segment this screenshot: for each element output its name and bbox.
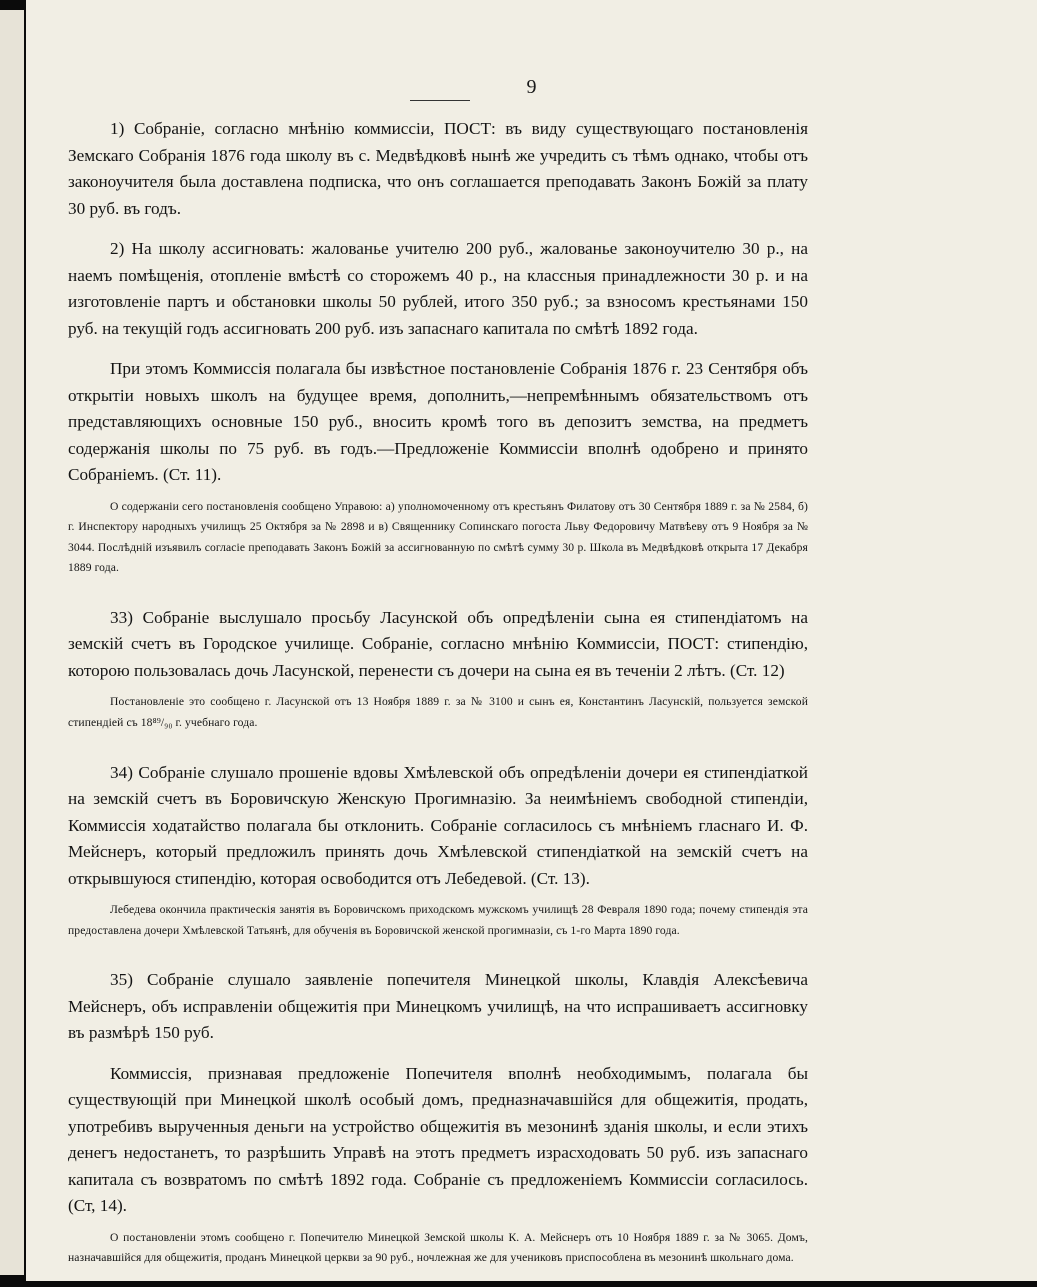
page-text [68,116,808,1287]
paragraph-2: 2) На школу ассигновать: жалованье учителю 200 руб., жалованье законоучителю 30 р., на наемъ помѣщенія, отопленіе вмѣстѣ со сторожемъ 40 р., на классныя принадлежности 30 р. и на изготовленіе партъ и обстановки школы 50 рублей, итого 350 руб.; за взносомъ крестьянами 150 руб. на текущій годъ ассигновать 200 руб. изъ запаснаго капитала по смѣтѣ 1892 года. [68,239,808,338]
paragraph-1: 1) Собраніе, согласно мнѣнію коммиссіи, ПОСТ: въ виду существующаго постановленія Земскаго Собранія 1876 года школу въ с. Медвѣдковѣ нынѣ же учредить съ тѣмъ однако, чтобы отъ законоучителя была доставлена подписка, что онъ соглашается преподавать Законъ Божій за плату 30 руб. въ годъ. [68,119,808,218]
adjacent-page-edge [0,10,24,1275]
page-number-rule [410,100,470,101]
paragraph-34: 34) Собраніе слушало прошеніе вдовы Хмѣлевской объ опредѣленіи дочери ея стипендіаткой на земскій счетъ въ Боровичскую Женскую Прогимназію. За неимѣніемъ свободной стипендіи, Коммиссія ходатайство полагала бы отклонить. Собраніе согласилось съ мнѣніемъ гласнаго И. Ф. Мейснеръ, который предложилъ принять дочь Хмѣлевской стипендіаткой на земскій счетъ на открывшуюся стипендію, которая освободится отъ Лебедевой. (Ст. 13). [68,762,808,888]
page-number: 9 [526,76,537,98]
footnote-1: О содержаніи сего постановленія сообщено Управою: а) уполномоченному отъ крестьянъ Филатову отъ 30 Сентября 1889 г. за № 2584, б) г. Инспектору народныхъ училищъ 25 Октября за № 2898 и в) Священнику Сопинскаго погоста Львy Федоровичу Матвѣеву отъ 9 Ноября за № 3044. Послѣдній изъявилъ согласіе преподавать Законъ Божій за ассигнованную по смѣтѣ сумму 30 р. Школа въ Медвѣдковѣ открыта 17 Декабря 1889 года. [68,499,808,575]
paragraph-commission-note: При этомъ Коммиссія полагала бы извѣстное постановленіе Собранія 1876 г. 23 Сентября объ открытіи новыхъ школъ на будущее время, дополнить,—непремѣннымъ обязательствомъ отъ представляющихъ основные 150 руб., вносить кромѣ того въ депозитъ земства, на предметъ содержанія школы по 75 руб. въ годъ.—Предложеніе Коммиссіи вполнѣ одобрено и принято Собраніемъ. (Ст. 11). [68,359,808,484]
footnote-35: О постановленіи этомъ сообщено г. Попечителю Минецкой Земской школы К. А. Мейснеръ отъ 10 Ноября 1889 г. за № 3065. Домъ, назначавшійся для общежитія, проданъ Минецкой церкви за 90 руб., ночлежная же для учениковъ приспособлена въ мезонинѣ школьнаго дома. [68,1230,808,1265]
paragraph-35: 35) Собраніе слушало заявленіе попечителя Минецкой школы, Клавдія Алексѣевича Мейснеръ, объ исправленіи общежитія при Минецкомъ училищѣ, на что испрашиваетъ ассигновку въ размѣрѣ 150 руб. [68,970,808,1043]
footnote-33: Постановленіе это сообщено г. Ласунской отъ 13 Ноября 1889 г. за № 3100 и сынъ ея, Константинъ Ласунскій, пользуется земской стипендіей съ 18⁸⁹/₉₀ г. учебнаго года. [68,695,808,729]
paragraph-33: 33) Собраніе выслушало просьбу Ласунской объ опредѣленіи сына ея стипендіатомъ на земскій счетъ въ Городское училище. Собраніе, согласно мнѣнію Коммиссіи, ПОСТ: стипендію, которою пользовалась дочь Ласунской, перенести съ дочери на сына ея въ теченіи 2 лѣтъ. (Ст. 12) [68,607,808,680]
document-page [26,0,1037,1281]
footnote-34: Лебедева окончила практическія занятія въ Боровичскомъ приходскомъ мужскомъ училищѣ 28 Февраля 1890 года; почему стипендія эта предоставлена дочери Хмѣлевской Татьянѣ, для обученія въ Боровичской женской прогимназіи, съ 1-го Марта 1890 года. [68,903,808,937]
paragraph-35-commission: Коммиссія, признавая предложеніе Попечителя вполнѣ необходимымъ, полагала бы существующій при Минецкой школѣ особый домъ, предназначавшійся для общежитія, продать, употребивъ вырученныя деньги на устройство общежитія въ мезонинѣ зданія школы, и если этихъ денегъ недостанетъ, то разрѣшить Управѣ на этотъ предметъ израсходовать 50 руб. изъ запаснаго капитала съ возвратомъ по смѣтѣ 1892 года. Собраніе съ предложеніемъ Коммиссіи согласилось. (Ст, 14). [68,1063,808,1216]
